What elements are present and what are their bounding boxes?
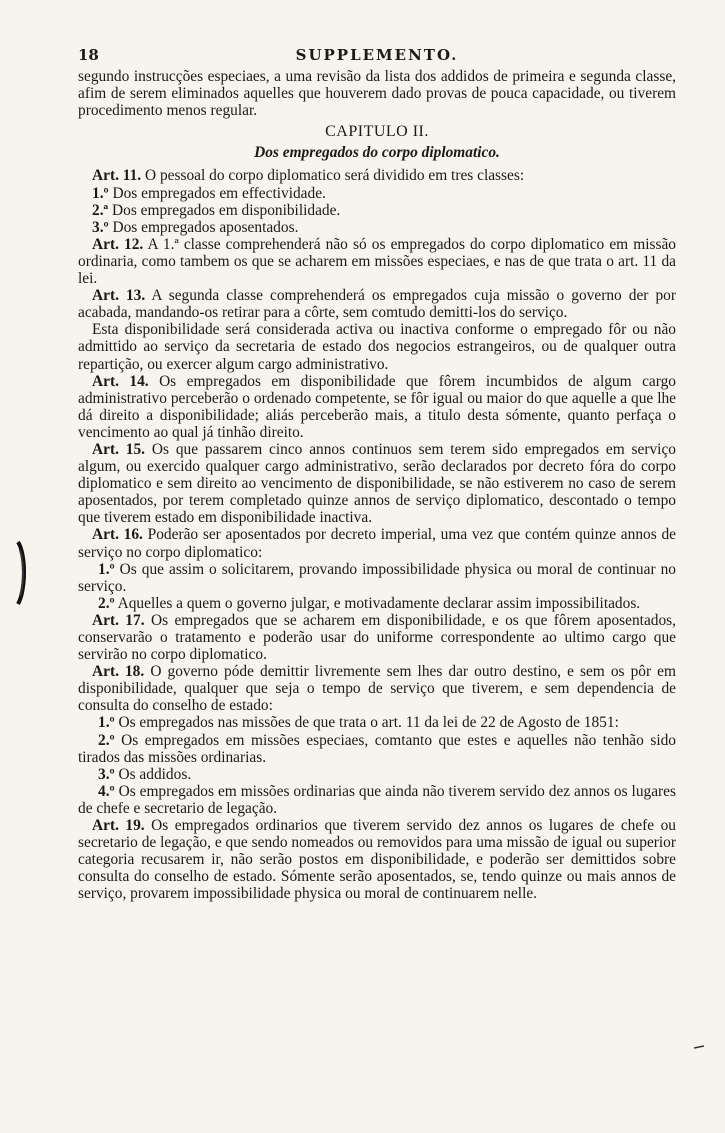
chapter-subtitle: Dos empregados do corpo diplomatico. xyxy=(254,144,500,162)
list-item: 2.ª Dos empregados em disponibilidade. xyxy=(92,201,341,219)
list-item: 3.º Dos empregados aposentados. xyxy=(92,218,299,236)
list-item: 1.º Dos empregados em effectividade. xyxy=(92,184,326,202)
article-13-paragraph: Esta disponibilidade será considerada activa ou inactiva conforme o empregado fôr ou não admittido ao serviço da secretaria de estado dos negocios estrangeiros, ou de qualquer outra repartição, ou exercer algum cargo administrativo. xyxy=(78,321,676,373)
article-12: Art. 12. A 1.ª classe comprehenderá não só os empregados do corpo diplomatico em missão ordinaria, como tambem os que se acharem em missões especiaes, e nas de que trata o art. 11 da lei. xyxy=(78,235,676,288)
page-number: 18 xyxy=(78,46,99,64)
article-16: Art. 16. Poderão ser aposentados por decreto imperial, uma vez que contém quinze annos de serviço no corpo diplomatico: xyxy=(78,526,676,561)
article-17: Art. 17. Os empregados que se acharem em disponibilidade, e os que fôrem aposentados, conservarão o tratamento e poderão usar do uniforme correspondente ao ultimo cargo que servirão no corpo diplomatico. xyxy=(78,611,676,664)
chapter-title: CAPITULO II. xyxy=(325,123,429,141)
list-item: 1.º Os que assim o solicitarem, provando impossibilidade physica ou moral de continuar no serviço. xyxy=(78,560,676,595)
article-text: O pessoal do corpo diplomatico será dividido em tres classes: xyxy=(145,167,525,185)
article-18: Art. 18. O governo póde demittir livremente sem lhes dar outro destino, e sem os pôr em disponibilidade, qualquer que seja o tempo de serviço que tiverem, e sem dependencia de consulta do conselho de estado: xyxy=(78,663,676,715)
intro-paragraph: segundo instrucções especiaes, a uma revisão da lista dos addidos de primeira e segunda classe, afim de serem eliminados aquelles que houverem dado provas de pouca capacidade, ou tiverem procedimento menos regular. xyxy=(78,68,676,120)
list-item: 2.º Os empregados em missões especiaes, comtanto que estes e aquelles não tenhão sido tirados das missões ordinarias. xyxy=(78,731,676,766)
article-19: Art. 19. Os empregados ordinarios que tiverem servido dez annos os lugares de chefe ou secretario de legação, e que sendo nomeados ou removidos para uma missão de igual ou superior categoria recusarem ir, não serão postos em disponibilidade, e poderão ser demittidos sobre consulta do conselho de estado. Sómente serão aposentados, se, tendo quinze ou mais annos de serviço, provarem impossibilidade physica ou moral de continuarem nelle. xyxy=(78,817,677,903)
list-item: 3.º Os addidos. xyxy=(98,765,192,783)
article-14: Art. 14. Os empregados em disponibilidade que fôrem incumbidos de algum cargo administrativo perceberão o ordenado competente, se fôr igual ou maior do que aquelle a que lhe dá direito a disponibilidade; aliás perceberão mais, a titulo desta sómente, quanto perfaça o vencimento ao qual já tinhão direito. xyxy=(78,372,676,441)
list-item: 2.º Aquelles a quem o governo julgar, e motivadamente declarar assim impossibilitados. xyxy=(98,594,641,612)
running-title: SUPPLEMENTO. xyxy=(295,46,459,64)
document-page xyxy=(78,46,676,903)
article-13: Art. 13. A segunda classe comprehenderá os empregados cuja missão o governo der por acabada, mandando-os retirar para a côrte, sem comtudo demitti-los do serviço. xyxy=(78,287,676,322)
binding-mark-icon xyxy=(14,540,28,606)
list-item: 4.º Os empregados em missões ordinarias que ainda não tiverem servido dez annos os lugares de chefe e secretario de legação. xyxy=(78,782,676,817)
ink-speck-icon xyxy=(694,1045,704,1049)
body-text xyxy=(78,68,676,903)
list-item: 1.º Os empregados nas missões de que trata o art. 11 da lei de 22 de Agosto de 1851: xyxy=(98,714,619,732)
article-11 xyxy=(78,167,676,184)
article-label: Art. 11. xyxy=(92,167,142,185)
page-header xyxy=(78,46,676,68)
article-15: Art. 15. Os que passarem cinco annos continuos sem terem sido empregados em serviço algum, ou exercido qualquer cargo administrativo, serão declarados por decreto fóra do corpo diplomatico e sem direito ao vencimento de disponibilidade, se não estiverem no caso de serem aposentados, por terem completado quinze annos de serviço diplomatico, descontado o tempo que tiverem estado em disponibilidade inactiva. xyxy=(78,440,676,527)
